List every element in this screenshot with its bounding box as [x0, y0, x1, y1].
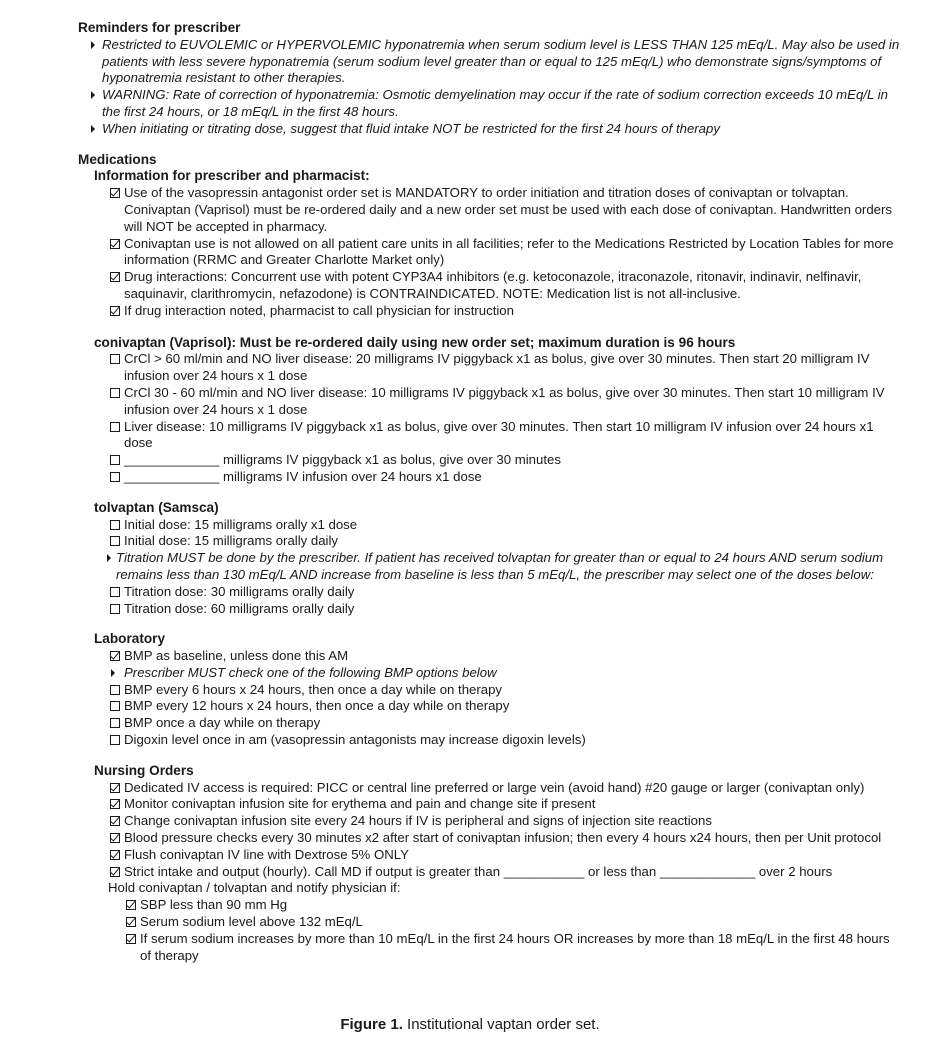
checkbox-checked[interactable]	[110, 830, 121, 847]
reminder-item: WARNING: Rate of correction of hyponatremia: Osmotic demyelination may occur if the rate of sodium correction exceeds 10 mEq/L in the first 24 hours, or 18 mEq/L in the first 48 hours.	[78, 87, 900, 121]
checkbox-unchecked[interactable]	[110, 533, 121, 550]
conivaptan-section	[78, 335, 900, 486]
medications-section	[78, 152, 900, 320]
bullet-arrow-icon	[106, 550, 117, 567]
bullet-arrow-icon	[90, 87, 101, 104]
checkbox-unchecked[interactable]	[110, 584, 121, 601]
info-item: If drug interaction noted, pharmacist to call physician for instruction	[78, 303, 900, 320]
checkbox-unchecked[interactable]	[110, 698, 121, 715]
checkbox-checked[interactable]	[110, 864, 121, 881]
conivaptan-heading: conivaptan (Vaprisol): Must be re-ordered daily using new order set; maximum duration is 96 hours	[94, 334, 736, 350]
checkbox-checked[interactable]	[110, 648, 121, 665]
info-item: Use of the vasopressin antagonist order set is MANDATORY to order initiation and titration doses of conivaptan or tolvaptan. Conivaptan (Vaprisol) must be re-ordered daily and a new order set must be used with each dose of conivaptan. Handwritten orders will NOT be accepted in pharmacy.	[78, 185, 900, 235]
checkbox-checked[interactable]	[110, 303, 121, 320]
lab-option: BMP every 6 hours x 24 hours, then once a day while on therapy	[78, 682, 900, 699]
info-item: Drug interactions: Concurrent use with potent CYP3A4 inhibitors (e.g. ketoconazole, itraconazole, ritonavir, indinavir, nelfinavir, saquinavir, clarithromycin, nefazodone) is CONTRAINDICATED. NOTE: Medication list is not all-inclusive.	[78, 269, 900, 303]
checkbox-unchecked[interactable]	[110, 682, 121, 699]
conivaptan-option: CrCl 30 - 60 ml/min and NO liver disease: 10 milligrams IV piggyback x1 as bolus, give over 30 minutes. Then start 10 milligram IV infusion over 24 hours x 1 dose	[78, 385, 900, 419]
laboratory-heading: Laboratory	[94, 631, 166, 647]
bullet-arrow-icon	[90, 37, 101, 54]
nursing-order: Blood pressure checks every 30 minutes x2 after start of conivaptan infusion; then every 4 hours x24 hours, then per Unit protocol	[78, 830, 900, 847]
tolvaptan-option: Initial dose: 15 milligrams orally daily	[78, 533, 900, 550]
checkbox-unchecked[interactable]	[110, 469, 121, 486]
checkbox-checked[interactable]	[126, 931, 137, 948]
lab-option: BMP as baseline, unless done this AM	[78, 648, 900, 665]
nursing-order: Strict intake and output (hourly). Call MD if output is greater than ___________ or less than _____________ over 2 hours	[78, 864, 900, 881]
conivaptan-option: Liver disease: 10 milligrams IV piggyback x1 as bolus, give over 30 minutes. Then start 10 milligram IV infusion over 24 hours x1 dose	[78, 419, 900, 453]
tolvaptan-option: Titration dose: 60 milligrams orally daily	[78, 601, 900, 618]
tolvaptan-note: Titration MUST be done by the prescriber. If patient has received tolvaptan for greater than or equal to 24 hours AND serum sodium remains less than 130 mEq/L AND increase from baseline is less than 5 mEq/L, the prescriber may select one of the doses below:	[78, 550, 900, 584]
info-heading: Information for prescriber and pharmacist:	[94, 168, 370, 184]
checkbox-unchecked[interactable]	[110, 517, 121, 534]
tolvaptan-section	[78, 500, 900, 618]
checkbox-unchecked[interactable]	[110, 715, 121, 732]
conivaptan-option: CrCl > 60 ml/min and NO liver disease: 20 milligrams IV piggyback x1 as bolus, give over 30 minutes. Then start 20 milligram IV infusion over 24 hours x 1 dose	[78, 351, 900, 385]
info-item: Conivaptan use is not allowed on all patient care units in all facilities; refer to the Medications Restricted by Location Tables for more information (RRMC and Greater Charlotte Market only)	[78, 236, 900, 270]
tolvaptan-heading: tolvaptan (Samsca)	[94, 499, 219, 515]
checkbox-unchecked[interactable]	[110, 452, 121, 469]
checkbox-checked[interactable]	[126, 897, 137, 914]
checkbox-checked[interactable]	[126, 914, 137, 931]
figure-caption	[0, 1016, 940, 1033]
nursing-order: Dedicated IV access is required: PICC or central line preferred or large vein (avoid hand) #20 gauge or larger (conivaptan only)	[78, 780, 900, 797]
checkbox-checked[interactable]	[110, 796, 121, 813]
nursing-order: Change conivaptan infusion site every 24 hours if IV is peripheral and signs of injection site reactions	[78, 813, 900, 830]
figure-caption-text: Institutional vaptan order set.	[407, 1016, 600, 1033]
bullet-arrow-icon	[90, 121, 101, 138]
tolvaptan-option: Initial dose: 15 milligrams orally x1 dose	[78, 517, 900, 534]
bullet-arrow-icon	[110, 665, 121, 682]
medications-heading: Medications	[78, 151, 157, 167]
checkbox-checked[interactable]	[110, 185, 121, 202]
reminders-section	[78, 20, 900, 138]
lab-option: Digoxin level once in am (vasopressin antagonists may increase digoxin levels)	[78, 732, 900, 749]
checkbox-unchecked[interactable]	[110, 419, 121, 436]
reminders-heading: Reminders for prescriber	[78, 20, 241, 35]
laboratory-section	[78, 631, 900, 749]
lab-option: BMP once a day while on therapy	[78, 715, 900, 732]
lab-option: BMP every 12 hours x 24 hours, then once a day while on therapy	[78, 698, 900, 715]
hold-condition: If serum sodium increases by more than 10 mEq/L in the first 24 hours OR increases by more than 18 mEq/L in the first 48 hours of therapy	[78, 931, 900, 965]
lab-note: Prescriber MUST check one of the following BMP options below	[78, 665, 900, 682]
checkbox-checked[interactable]	[110, 813, 121, 830]
nursing-section	[78, 763, 900, 965]
checkbox-checked[interactable]	[110, 780, 121, 797]
checkbox-unchecked[interactable]	[110, 385, 121, 402]
nursing-heading: Nursing Orders	[94, 762, 194, 778]
hold-instruction: Hold conivaptan / tolvaptan and notify physician if:	[108, 880, 401, 896]
checkbox-unchecked[interactable]	[110, 601, 121, 618]
figure-label: Figure 1.	[340, 1016, 403, 1033]
reminder-item: When initiating or titrating dose, suggest that fluid intake NOT be restricted for the first 24 hours of therapy	[78, 121, 900, 138]
hold-condition: SBP less than 90 mm Hg	[78, 897, 900, 914]
conivaptan-option: _____________ milligrams IV infusion over 24 hours x1 dose	[78, 469, 900, 486]
checkbox-checked[interactable]	[110, 269, 121, 286]
checkbox-checked[interactable]	[110, 236, 121, 253]
checkbox-unchecked[interactable]	[110, 351, 121, 368]
reminder-item: Restricted to EUVOLEMIC or HYPERVOLEMIC hyponatremia when serum sodium level is LESS THAN 125 mEq/L. May also be used in patients with less severe hyponatremia (serum sodium level greater than or equal to 125 mEq/L) who demonstrate signs/symptoms of hyponatremia resistant to other therapies.	[78, 37, 900, 87]
nursing-order: Monitor conivaptan infusion site for erythema and pain and change site if present	[78, 796, 900, 813]
conivaptan-option: _____________ milligrams IV piggyback x1 as bolus, give over 30 minutes	[78, 452, 900, 469]
hold-condition: Serum sodium level above 132 mEq/L	[78, 914, 900, 931]
tolvaptan-option: Titration dose: 30 milligrams orally daily	[78, 584, 900, 601]
checkbox-checked[interactable]	[110, 847, 121, 864]
nursing-order: Flush conivaptan IV line with Dextrose 5% ONLY	[78, 847, 900, 864]
checkbox-unchecked[interactable]	[110, 732, 121, 749]
